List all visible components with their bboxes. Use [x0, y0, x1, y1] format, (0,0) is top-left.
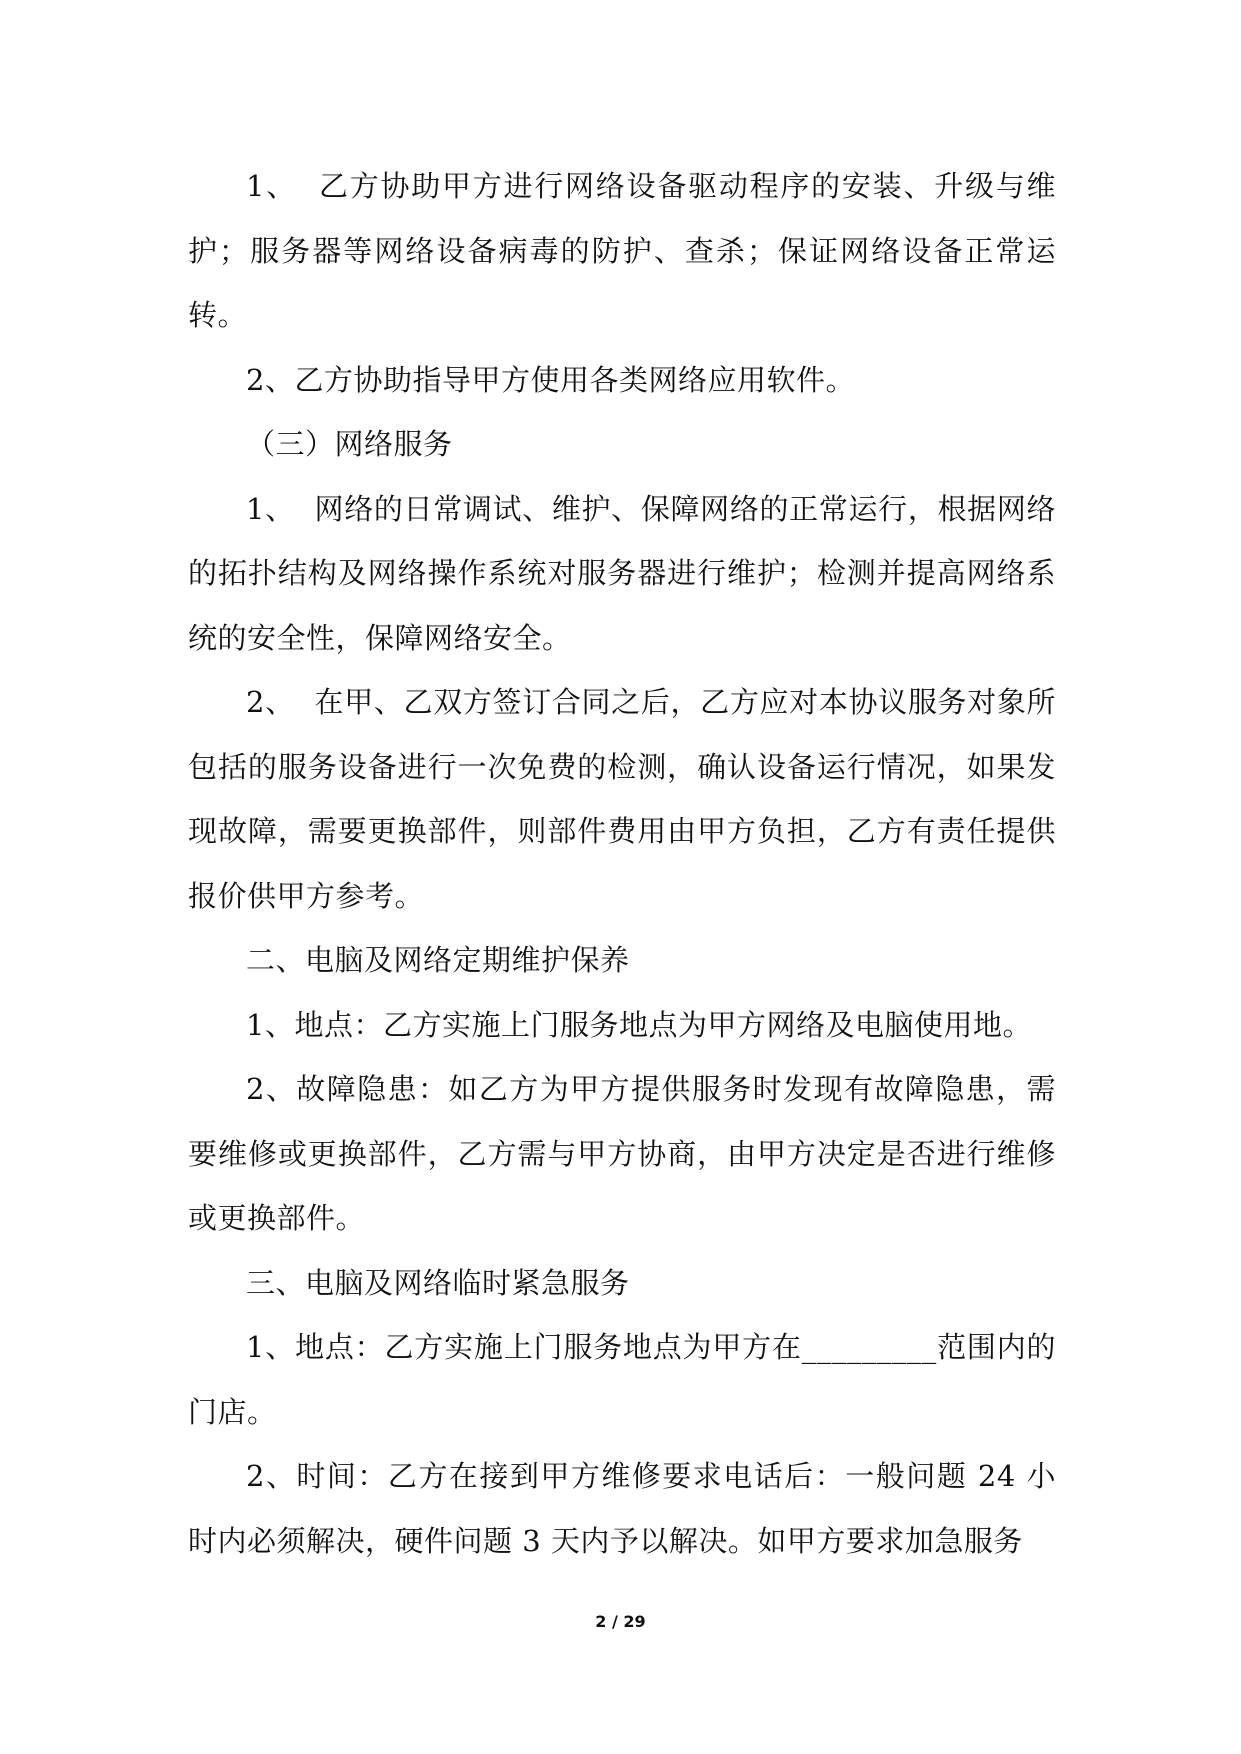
paragraph-response-time: 2、时间：乙方在接到甲方维修要求电话后：一般问题 24 小时内必须解决，硬件问题 3 天内予以解决。如甲方要求加急服务 [188, 1459, 1056, 1558]
section-heading-network-service: （三）网络服务 [246, 427, 453, 461]
paragraph-network-maintenance: 1、 网络的日常调试、维护、保障网络的正常运行，根据网络的拓扑结构及网络操作系统对服务器进行维护；检测并提高网络系统的安全性，保障网络安全。 [188, 491, 1056, 655]
paragraph-free-inspection: 2、 在甲、乙双方签订合同之后，乙方应对本协议服务对象所包括的服务设备进行一次免费的检测，确认设备运行情况，如果发现故障，需要更换部件，则部件费用由甲方负担，乙方有责任提供报价供甲方参考。 [188, 685, 1056, 913]
document-body [188, 154, 1056, 1573]
section-heading-emergency-service: 三、电脑及网络临时紧急服务 [246, 1265, 630, 1300]
paragraph-emergency-location: 1、地点：乙方实施上门服务地点为甲方在_________范围内的门店。 [188, 1330, 1056, 1429]
paragraph-fault-hazard: 2、故障隐患：如乙方为甲方提供服务时发现有故障隐患，需要维修或更换部件，乙方需与甲方协商，由甲方决定是否进行维修或更换部件。 [188, 1072, 1056, 1235]
paragraph-service-location: 1、地点：乙方实施上门服务地点为甲方网络及电脑使用地。 [246, 1007, 1032, 1042]
paragraph-driver-maintenance: 1、 乙方协助甲方进行网络设备驱动程序的安装、升级与维护；服务器等网络设备病毒的防护、查杀；保证网络设备正常运转。 [188, 169, 1056, 332]
page-number: 2 / 29 [595, 1612, 646, 1631]
section-heading-periodic-maintenance: 二、电脑及网络定期维护保养 [246, 943, 630, 977]
paragraph-software-guidance: 2、乙方协助指导甲方使用各类网络应用软件。 [246, 362, 855, 397]
